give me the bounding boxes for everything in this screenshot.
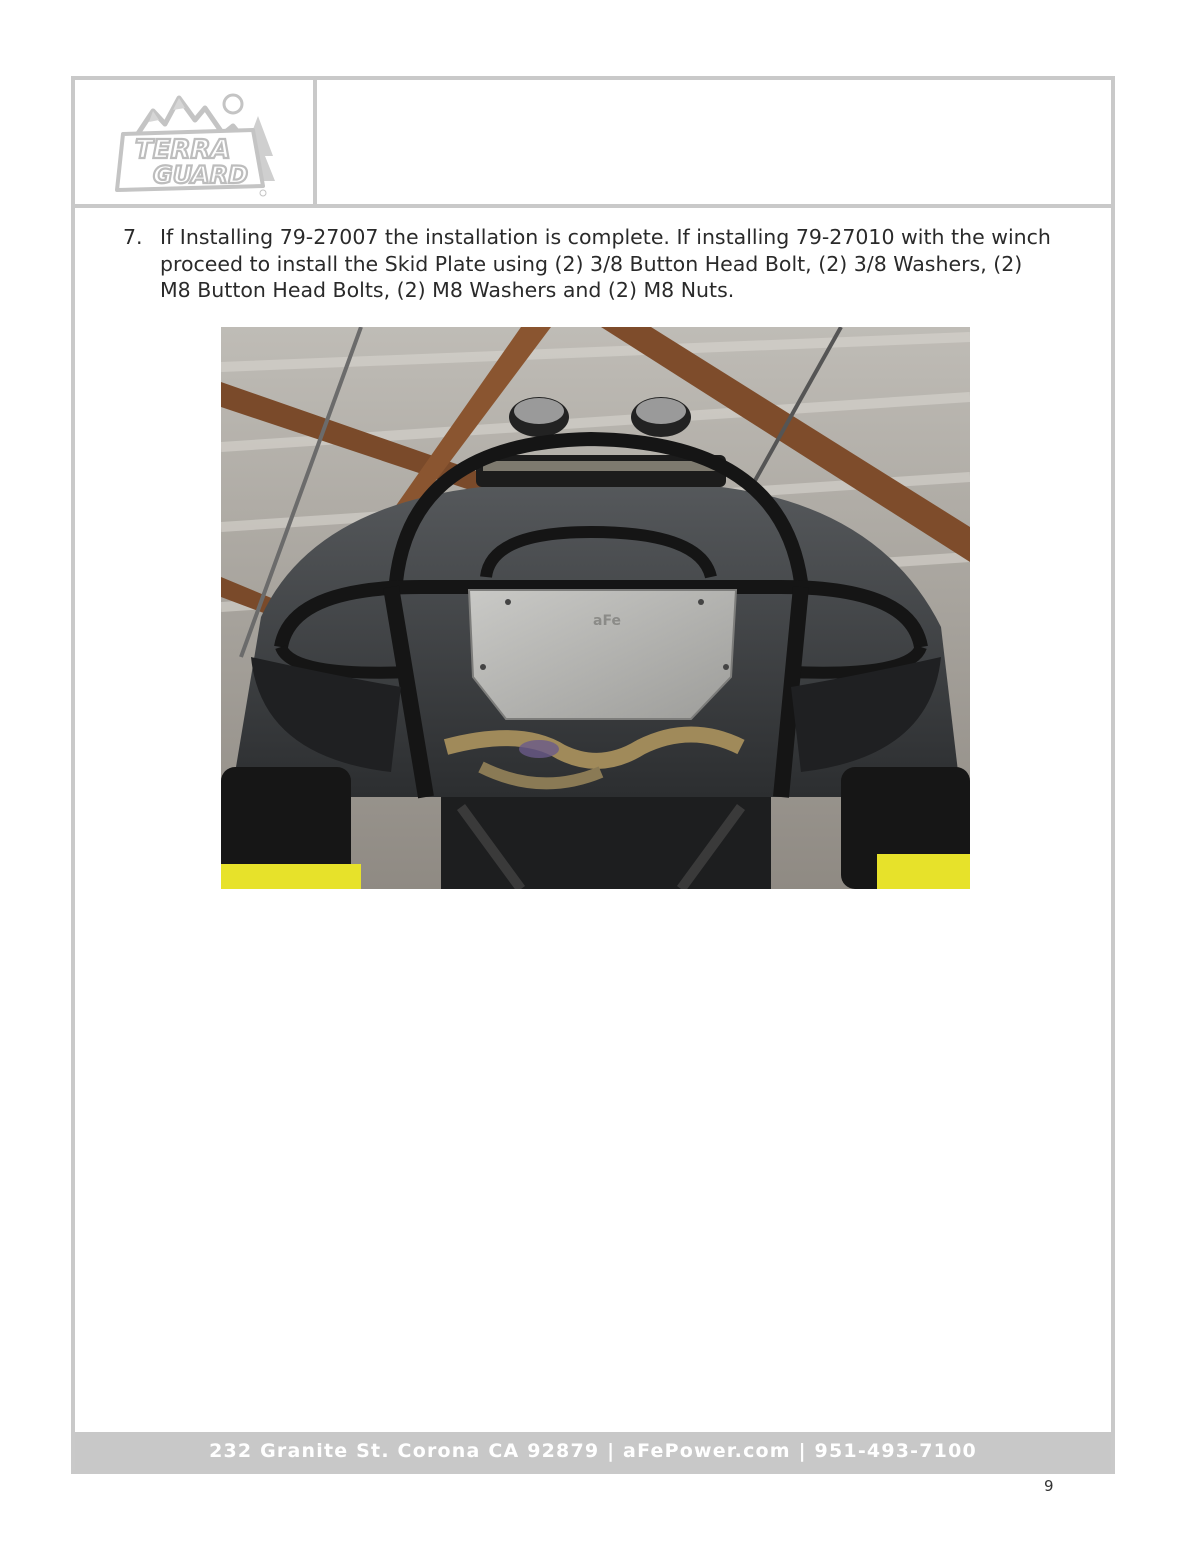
page-header: [75, 80, 1111, 208]
truck-underside-photo-illustration: [221, 327, 970, 889]
page-number: 9: [1044, 1477, 1054, 1495]
footer-address: 232 Granite St. Corona CA 92879 | aFePower.com | 951-493-7100: [209, 1440, 977, 1462]
step-number: 7.: [123, 225, 143, 249]
terra-guard-logo-icon: [113, 86, 283, 202]
skid-plate-photo: [221, 327, 970, 889]
skid-plate-marking: aFe: [593, 613, 621, 629]
step-text: If Installing 79-27007 the installation is complete. If installing 79-27010 with the winch proceed to install the Skid Plate using (2) 3/8 Button Head Bolt, (2) 3/8 Washers, (2) M8 Button Head Bolts, (2) M8 Washers and (2) M8 Nuts.: [160, 225, 1051, 302]
logo-cell: [75, 80, 317, 204]
page-frame: [71, 76, 1115, 1474]
logo-wordmark-terra: TERRA: [135, 135, 231, 165]
logo-wordmark-guard: GUARD: [153, 161, 249, 189]
instruction-step: [123, 224, 1053, 304]
footer-bar: [75, 1432, 1111, 1470]
